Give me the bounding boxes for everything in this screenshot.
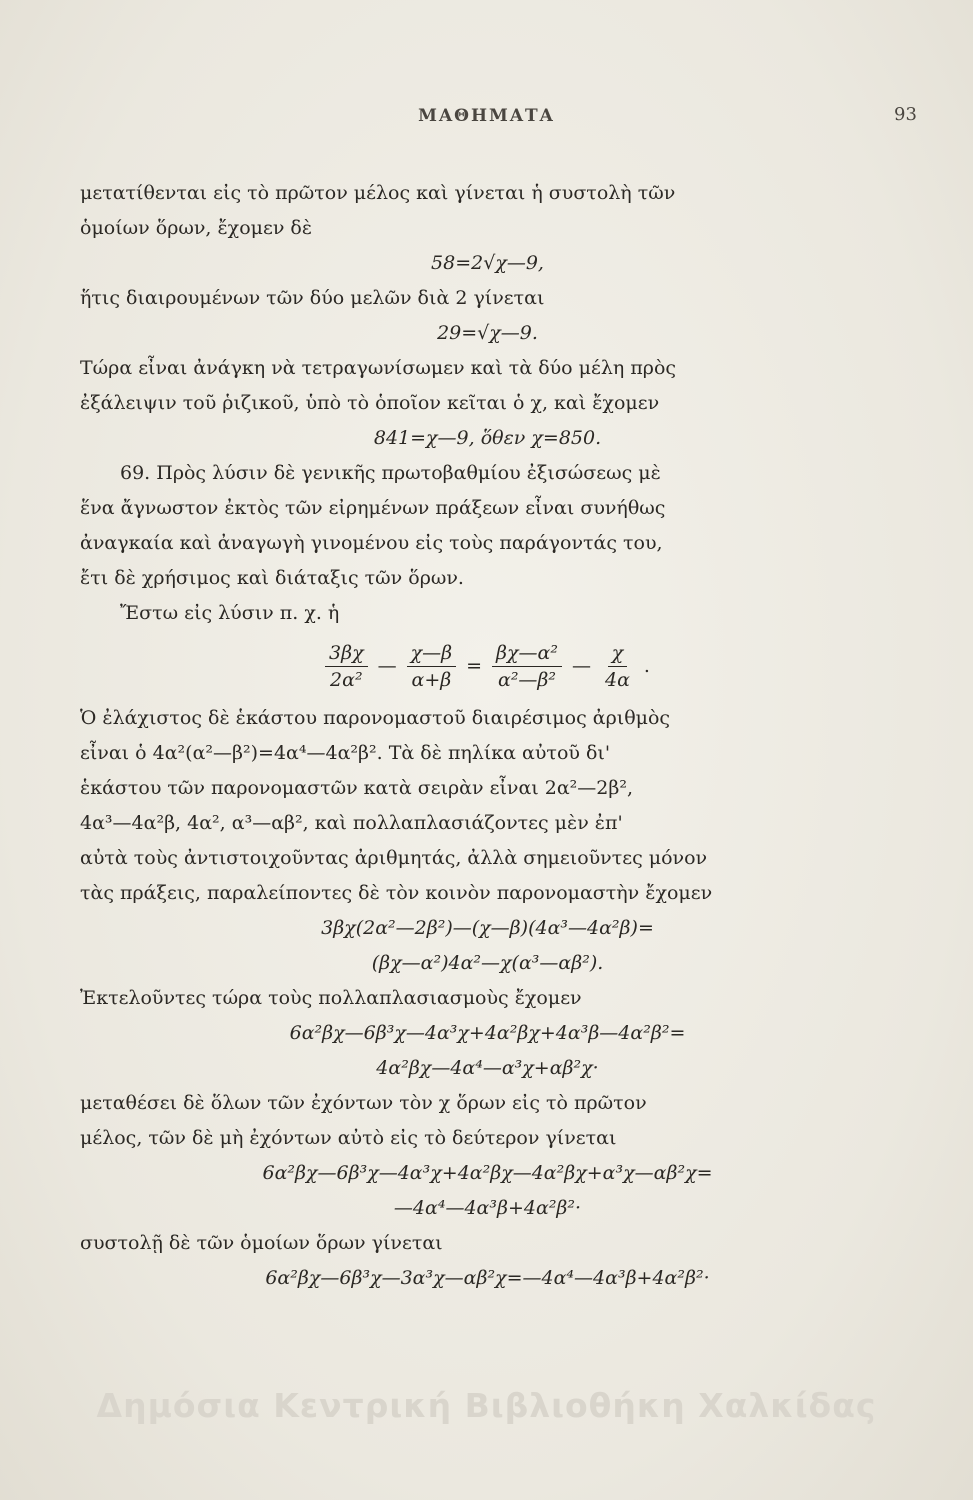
numerator: χ—β	[407, 640, 457, 667]
denominator: 2α²	[330, 668, 363, 691]
operator: —	[377, 654, 397, 677]
equation: 841=χ—9, ὅθεν χ=850.	[373, 427, 602, 449]
text-line: 4α³—4α²β, 4α², α³—αβ², καὶ πολλαπλασιάζοντες μὲν ἐπ'	[80, 812, 623, 834]
text-line: ἥτις διαιρουμένων τῶν δύο μελῶν διὰ 2 γίνεται	[80, 287, 545, 309]
denominator: α+β	[411, 668, 452, 691]
text-line: Ὁ ἐλάχιστος δὲ ἑκάστου παρονομαστοῦ διαιρέσιμος ἀριθμὸς	[80, 707, 671, 729]
text-line: ἀναγκαία καὶ ἀναγωγὴ γινομένου εἰς τοὺς παράγοντάς του,	[80, 532, 663, 554]
fraction	[601, 640, 634, 693]
text-line: αὐτὰ τοὺς ἀντιστοιχοῦντας ἀριθμητάς, ἀλλὰ σημειοῦντες μόνον	[80, 847, 708, 869]
text-line: Τώρα εἶναι ἀνάγκη νὰ τετραγωνίσωμεν καὶ τὰ δύο μέλη πρὸς	[80, 357, 677, 379]
text-line: μεταθέσει δὲ ὅλων τῶν ἐχόντων τὸν χ ὅρων εἰς τὸ πρῶτον	[80, 1092, 647, 1114]
equation: (βχ—α²)4α²—χ(α³—αβ²).	[371, 952, 604, 974]
operator: =	[466, 654, 483, 677]
operator: —	[572, 654, 591, 677]
equation: 3βχ(2α²—2β²)—(χ—β)(4α³—4α²β)=	[321, 917, 654, 939]
equation: 4α²βχ—4α⁴—α³χ+αβ²χ·	[376, 1057, 599, 1079]
fraction	[325, 640, 368, 693]
text-line: μετατίθενται εἰς τὸ πρῶτον μέλος καὶ γίνεται ἡ συστολὴ τῶν	[80, 182, 676, 204]
fraction-equation	[80, 631, 895, 701]
body-text	[80, 176, 895, 1296]
text-line: ἑκάστου τῶν παρονομαστῶν κατὰ σειρὰν εἶναι 2α²—2β²,	[80, 777, 634, 799]
denominator: α²—β²	[497, 668, 557, 691]
equation: —4α⁴—4α³β+4α²β²·	[393, 1197, 582, 1219]
equation: 6α²βχ—6β³χ—4α³χ+4α²βχ—4α²βχ+α³χ—αβ²χ=	[262, 1162, 713, 1184]
text-line: συστολῇ δὲ τῶν ὁμοίων ὅρων γίνεται	[80, 1232, 443, 1254]
equation: 6α²βχ—6β³χ—3α³χ—αβ²χ=—4α⁴—4α³β+4α²β²·	[265, 1267, 710, 1289]
text-line: ὁμοίων ὅρων, ἔχομεν δὲ	[80, 217, 313, 239]
equation: 58=2√χ—9,	[431, 252, 544, 274]
operator: .	[643, 654, 650, 677]
running-header: ΜΑΘΗΜΑΤΑ	[418, 106, 555, 126]
text-line: ἕνα ἄγνωστον ἐκτὸς τῶν εἰρημένων πράξεων εἶναι συνήθως	[80, 497, 666, 519]
text-line: Ἐκτελοῦντες τώρα τοὺς πολλαπλασιασμοὺς ἔχομεν	[80, 987, 582, 1009]
text-line: ἔτι δὲ χρήσιμος καὶ διάταξις τῶν ὅρων.	[80, 567, 464, 589]
text-line: 69. Πρὸς λύσιν δὲ γενικῆς πρωτοβαθμίου ἐξισώσεως μὲ	[120, 462, 661, 484]
equation: 29=√χ—9.	[437, 322, 538, 344]
text-line: τὰς πράξεις, παραλείποντες δὲ τὸν κοινὸν παρονομαστὴν ἔχομεν	[80, 882, 713, 904]
text-line: Ἔστω εἰς λύσιν π. χ. ἡ	[120, 602, 340, 624]
text-line: μέλος, τῶν δὲ μὴ ἐχόντων αὐτὸ εἰς τὸ δεύτερον γίνεται	[80, 1127, 617, 1149]
text-line: ἐξάλειψιν τοῦ ῥιζικοῦ, ὑπὸ τὸ ὁποῖον κεῖται ὁ χ, καὶ ἔχομεν	[80, 392, 660, 414]
fraction	[407, 640, 457, 693]
page-number: 93	[894, 104, 917, 125]
text-line: εἶναι ὁ 4α²(α²—β²)=4α⁴—4α²β². Τὰ δὲ πηλίκα αὐτοῦ δι'	[80, 742, 611, 764]
library-watermark: Δημόσια Κεντρική Βιβλιοθήκη Χαλκίδας	[96, 1386, 877, 1425]
fraction	[492, 640, 562, 693]
numerator: χ	[608, 640, 628, 667]
numerator: βχ—α²	[492, 640, 562, 667]
equation: 6α²βχ—6β³χ—4α³χ+4α²βχ+4α³β—4α²β²=	[289, 1022, 686, 1044]
denominator: 4α	[605, 668, 630, 691]
numerator: 3βχ	[325, 640, 368, 667]
